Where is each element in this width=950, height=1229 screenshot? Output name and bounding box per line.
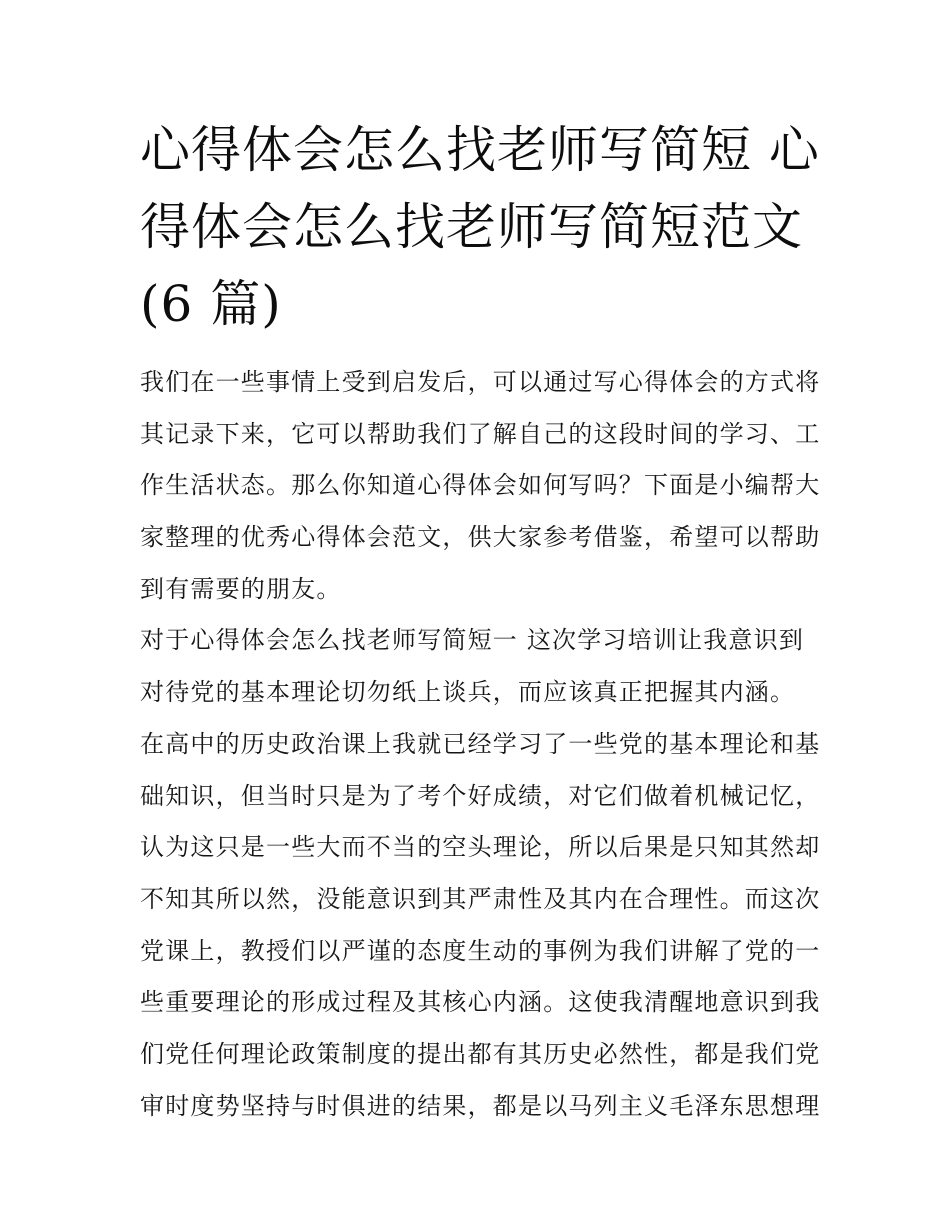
title-line: 得体会怎么找老师写简短范文 — [140, 198, 803, 256]
body-line: 到有需要的朋友。 — [140, 574, 342, 603]
body-line: 不知其所以然，没能意识到其严肃性及其内在合理性。而这次 — [140, 884, 821, 913]
body-line: 础知识，但当时只是为了考个好成绩，对它们做着机械记忆， — [140, 781, 821, 810]
body-line: 些重要理论的形成过程及其核心内涵。这使我清醒地意识到我 — [140, 988, 821, 1017]
body-line: 家整理的优秀心得体会范文，供大家参考借鉴，希望可以帮助 — [140, 523, 821, 552]
body-line: 在高中的历史政治课上我就已经学习了一些党的基本理论和基 — [140, 729, 821, 758]
title-line: 心得体会怎么找老师写简短 心 — [140, 121, 820, 179]
body-line: 对待党的基本理论切勿纸上谈兵，而应该真正把握其内涵。 — [140, 678, 796, 707]
body-line: 认为这只是一些大而不当的空头理论，所以后果是只知其然却 — [140, 833, 821, 862]
title-line: (6 篇) — [140, 275, 282, 333]
body-line: 作生活状态。那么你知道心得体会如何写吗？下面是小编帮大 — [140, 471, 821, 500]
body-line: 审时度势坚持与时俱进的结果，都是以马列主义毛泽东思想理 — [140, 1091, 821, 1120]
body-line: 们党任何理论政策制度的提出都有其历史必然性，都是我们党 — [140, 1039, 821, 1068]
document-title — [140, 112, 820, 343]
document-body — [140, 357, 820, 1132]
body-line: 我们在一些事情上受到启发后，可以通过写心得体会的方式将 — [140, 368, 821, 396]
body-line: 其记录下来，它可以帮助我们了解自己的这段时间的学习、工 — [140, 419, 821, 448]
body-line: 对于心得体会怎么找老师写简短一 这次学习培训让我意识到 — [140, 626, 805, 655]
body-line: 党课上，教授们以严谨的态度生动的事例为我们讲解了党的一 — [140, 936, 821, 965]
